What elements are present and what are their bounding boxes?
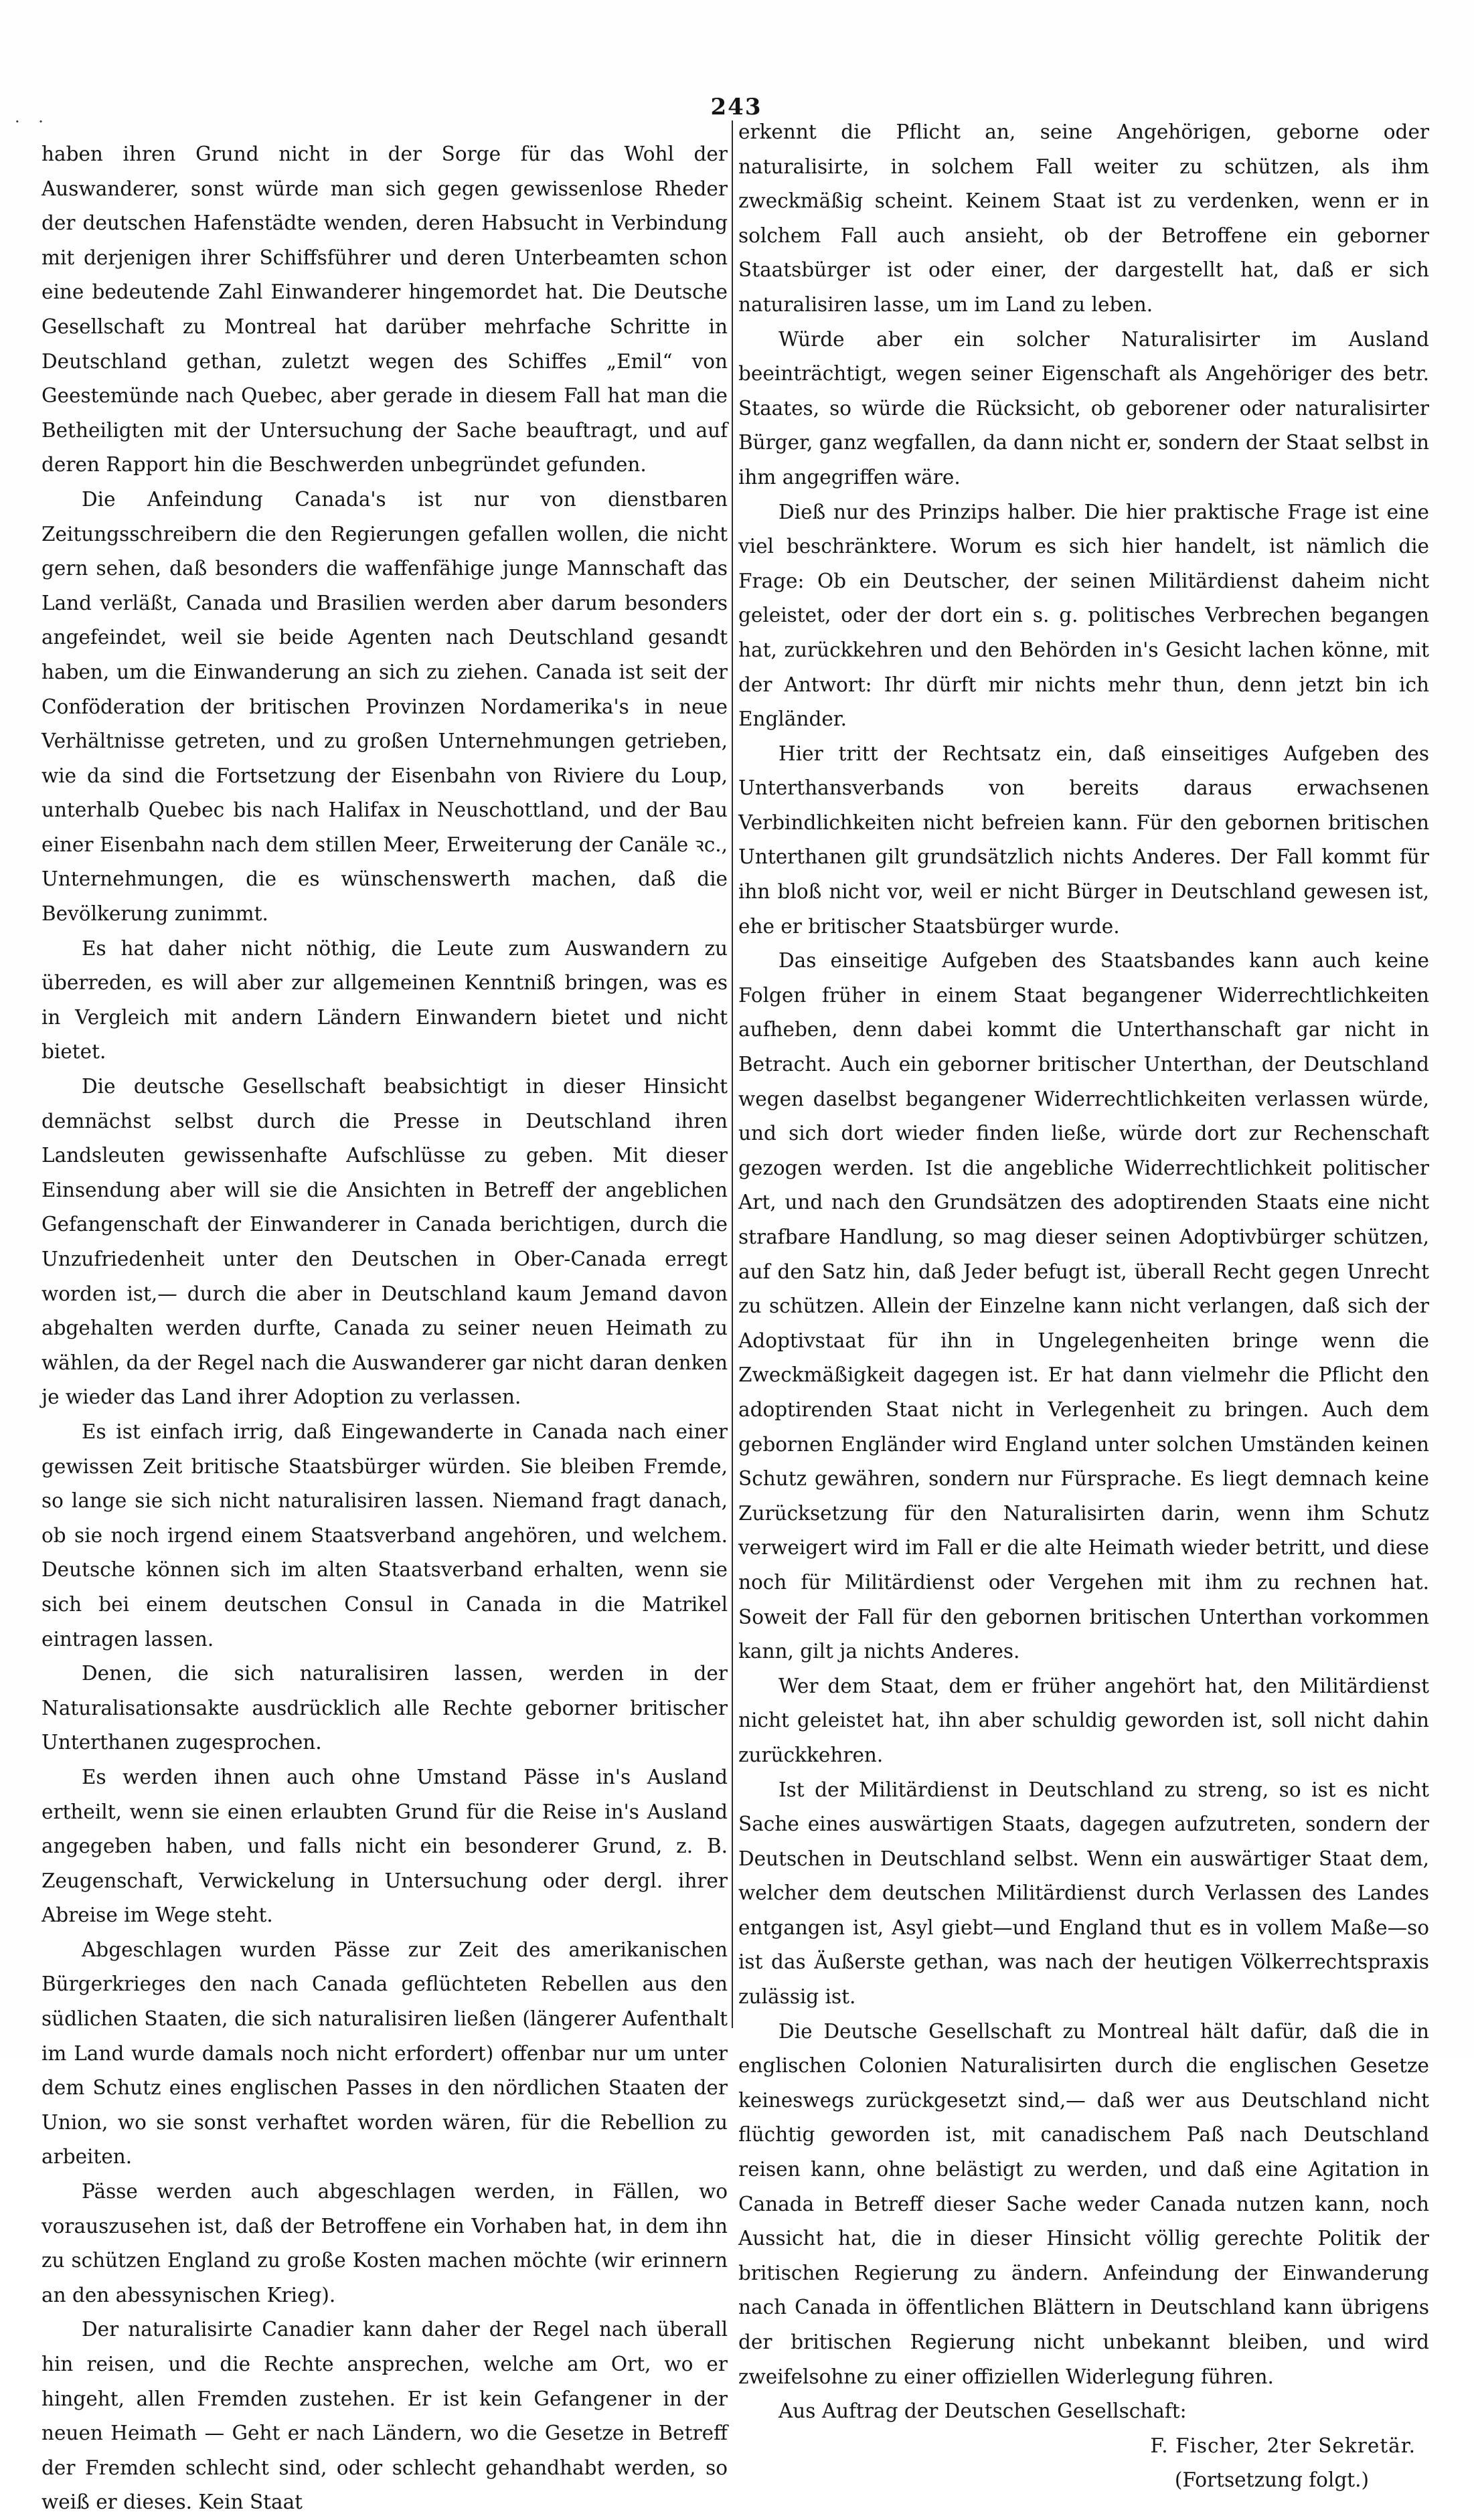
- paragraph: Hier tritt der Rechtsatz ein, daß einseitiges Aufgeben des Unterthansverbands von bereits daraus erwachsenen Verbindlichkeiten nicht befreien kann. Für den gebornen britischen Unterthanen gilt grundsätzlich nichts Anderes. Der Fall kommt für ihn bloß nicht vor, weil er nicht Bürger in Deutschland gewesen ist, ehe er britischer Staatsbürger wurde.: [738, 742, 1429, 938]
- page-number: 243: [710, 94, 762, 120]
- paragraph: Die Deutsche Gesellschaft zu Montreal hält dafür, daß die in englischen Colonien Naturalisirten durch die englischen Gesetze keineswegs zurückgesetzt sind,— daß wer aus Deutschland nicht flüchtig geworden ist, mit canadischem Paß nach Deutschland reisen kann, ohne belästigt zu werden, und daß eine Agitation in Canada in Betreff dieser Sache weder Canada nutzen kann, noch Aussicht hat, die in dieser Hinsicht völlig gerechte Politik der britischen Regierung zu ändern. Anfeindung der Einwanderung nach Canada in öffentlichen Blättern in Deutschland kann übrigens der britischen Regierung nicht unbekannt bleiben, und wird zweifelsohne zu einer offiziellen Widerlegung führen.: [738, 2019, 1429, 2388]
- paragraph: Die deutsche Gesellschaft beabsichtigt in dieser Hinsicht demnächst selbst durch die Presse in Deutschland ihren Landsleuten gewissenhafte Aufschlüsse zu geben. Mit dieser Einsendung aber will sie die Ansichten in Betreff der angeblichen Gefangenschaft der Einwanderer in Canada berichtigen, durch die Unzufriedenheit unter den Deutschen in Ober-Canada erregt worden ist,— durch die aber in Deutschland kaum Jemand davon abgehalten werden durfte, Canada zu seiner neuen Heimath zu wählen, da der Regel nach die Auswanderer gar nicht daran denken je wieder das Land ihrer Adoption zu verlassen.: [42, 1075, 728, 1409]
- paragraph: haben ihren Grund nicht in der Sorge für das Wohl der Auswanderer, sonst würde man sich gegen gewissenlose Rheder der deutschen Hafenstädte wenden, deren Habsucht in Verbindung mit derjenigen ihrer Schiffsführer und deren Unterbeamten schon eine bedeutende Zahl Einwanderer hingemordet hat. Die Deutsche Gesellschaft zu Montreal hat darüber mehrfache Schritte in Deutschland gethan, zuletzt wegen des Schiffes „Emil“ von Geestemünde nach Quebec, aber gerade in diesem Fall hat man die Betheiligten mit der Untersuchung der Sache beauftragt, und auf deren Rapport hin die Beschwerden unbegründet gefunden.: [42, 143, 728, 477]
- paragraph: Der naturalisirte Canadier kann daher der Regel nach überall hin reisen, und die Rechte ansprechen, welche am Ort, wo er hingeht, allen Fremden zustehen. Er ist kein Gefangener in der neuen Heimath — Geht er nach Ländern, wo die Gesetze in Betreff der Fremden schlecht sind, oder schlecht gehandhabt werden, so weiß er dieses. Kein Staat: [42, 2318, 728, 2514]
- paragraph: Die Anfeindung Canada's ist nur von dienstbaren Zeitungsschreibern die den Regierungen gefallen wollen, die nicht gern sehen, daß besonders die waffenfähige junge Mannschaft das Land verläßt, Canada und Brasilien werden aber darum besonders angefeindet, weil sie beide Agenten nach Deutschland gesandt haben, um die Einwanderung an sich zu ziehen. Canada ist seit der Conföderation der britischen Provinzen Nordamerika's in neue Verhältnisse getreten, und zu großen Unternehmungen getrieben, wie da sind die Fortsetzung der Eisenbahn von Riviere du Loup, unterhalb Quebec bis nach Halifax in Neuschottland, und der Bau einer Eisenbahn nach dem stillen Meer, Erweiterung der Canäle ꝛc., Unternehmungen, die es wünschenswerth machen, daß die Bevölkerung zunimmt.: [42, 487, 728, 926]
- paragraph: Abgeschlagen wurden Pässe zur Zeit des amerikanischen Bürgerkrieges den nach Canada geflüchteten Rebellen aus den südlichen Staaten, die sich naturalisiren ließen (längerer Aufenthalt im Land wurde damals noch nicht erfordert) offenbar nur um unter dem Schutz eines englischen Passes in den nördlichen Staaten der Union, wo sie sonst verhaftet worden wären, für die Rebellion zu arbeiten.: [42, 1938, 728, 2169]
- paragraph: Dieß nur des Prinzips halber. Die hier praktische Frage ist eine viel beschränktere. Worum es sich hier handelt, ist nämlich die Frage: Ob ein Deutscher, der seinen Militärdienst daheim nicht geleistet, oder der dort ein s. g. politisches Verbrechen begangen hat, zurückkehren und den Behörden in's Gesicht lachen könne, mit der Antwort: Ihr dürft mir nichts mehr thun, denn jetzt bin ich Engländer.: [738, 500, 1429, 731]
- paragraph: Es werden ihnen auch ohne Umstand Pässe in's Ausland ertheilt, wenn sie einen erlaubten Grund für die Reise in's Ausland angegeben haben, und falls nicht ein besonderer Grund, z. B. Zeugenschaft, Verwickelung in Untersuchung oder dergl. ihrer Abreise im Wege steht.: [42, 1765, 728, 1927]
- paragraph: erkennt die Pflicht an, seine Angehörigen, geborne oder naturalisirte, in solchem Fall weiter zu schützen, als ihm zweckmäßig scheint. Keinem Staat ist zu verdenken, wenn er in solchem Fall auch ansieht, ob der Betroffene ein geborner Staatsbürger ist oder einer, der dargestellt hat, daß er sich naturalisiren lasse, um im Land zu leben.: [738, 120, 1429, 316]
- continued-note: (Fortsetzung folgt.): [1174, 2468, 1369, 2492]
- right-column: [738, 115, 1429, 2492]
- paragraph: Würde aber ein solcher Naturalisirter im Ausland beeinträchtigt, wegen seiner Eigenschaft als Angehöriger des betr. Staates, so würde die Rücksicht, ob geborener oder naturalisirter Bürger, ganz wegfallen, da dann nicht er, sondern der Staat selbst in ihm angegriffen wäre.: [738, 327, 1429, 489]
- paragraph: Aus Auftrag der Deutschen Gesellschaft:: [779, 2400, 1187, 2423]
- paragraph: Es ist einfach irrig, daß Eingewanderte in Canada nach einer gewissen Zeit britische Staatsbürger würden. Sie bleiben Fremde, so lange sie sich nicht naturalisiren lassen. Niemand fragt danach, ob sie noch irgend einem Staatsverband angehören, und welchem. Deutsche können sich im alten Staatsverband erhalten, wenn sie sich bei einem deutschen Consul in Canada in die Matrikel eintragen lassen.: [42, 1420, 728, 1651]
- paragraph: Es hat daher nicht nöthig, die Leute zum Auswandern zu überreden, es will aber zur allgemeinen Kenntniß bringen, was es in Vergleich mit andern Ländern Einwandern bietet und nicht bietet.: [42, 936, 728, 1064]
- left-column: [42, 137, 728, 2514]
- signature: F. Fischer, 2ter Sekretär.: [1150, 2434, 1416, 2457]
- paragraph: Pässe werden auch abgeschlagen werden, in Fällen, wo vorauszusehen ist, daß der Betroffene ein Vorhaben hat, in dem ihn zu schützen England zu große Kosten machen möchte (wir erinnern an den abessynischen Krieg).: [42, 2180, 728, 2306]
- column-divider: [732, 120, 733, 2028]
- corner-marks: · ·: [15, 112, 50, 131]
- paragraph: Wer dem Staat, dem er früher angehört hat, den Militärdienst nicht geleistet hat, ihn aber schuldig geworden ist, soll nicht dahin zurückkehren.: [738, 1674, 1429, 1766]
- paragraph: Ist der Militärdienst in Deutschland zu streng, so ist es nicht Sache eines auswärtigen Staats, dagegen aufzutreten, sondern der Deutschen in Deutschland selbst. Wenn ein auswärtiger Staat dem, welcher dem deutschen Militärdienst durch Verlassen des Landes entgangen ist, Asyl giebt—und England thut es in vollem Maße—so ist das Äußerste gethan, was nach der heutigen Völkerrechtspraxis zulässig ist.: [738, 1778, 1429, 2009]
- paragraph: Das einseitige Aufgeben des Staatsbandes kann auch keine Folgen früher in einem Staat begangener Widerrechtlichkeiten aufheben, denn dabei kommt die Unterthanschaft gar nicht in Betracht. Auch ein geborner britischer Unterthan, der Deutschland wegen daselbst begangener Widerrechtlichkeiten verlassen würde, und sich dort wieder finden ließe, würde dort zur Rechenschaft gezogen werden. Ist die angebliche Widerrechtlichkeit politischer Art, und nach den Grundsätzen des adoptirenden Staats eine nicht strafbare Handlung, so mag dieser seinen Adoptivbürger schützen, auf den Satz hin, daß Jeder befugt ist, überall Recht gegen Unrecht zu schützen. Allein der Einzelne kann nicht verlangen, daß sich der Adoptivstaat für ihn in Ungelegenheiten bringe wenn die Zweckmäßigkeit dagegen ist. Er hat dann vielmehr die Pflicht den adoptirenden Staat nicht in Verlegenheit zu bringen. Auch dem gebornen Engländer wird England unter solchen Umständen keinen Schutz gewähren, sondern nur Fürsprache. Es liegt demnach keine Zurücksetzung für den Naturalisirten darin, wenn ihm Schutz verweigert wird im Fall er die alte Heimath wieder betritt, und diese noch für Militärdienst oder Vergehen mit ihm zu rechnen hat. Soweit der Fall für den gebornen britischen Unterthan vorkommen kann, gilt ja nichts Anderes.: [738, 949, 1429, 1663]
- paragraph: Denen, die sich naturalisiren lassen, werden in der Naturalisationsakte ausdrücklich alle Rechte geborner britischer Unterthanen zugesprochen.: [42, 1662, 728, 1754]
